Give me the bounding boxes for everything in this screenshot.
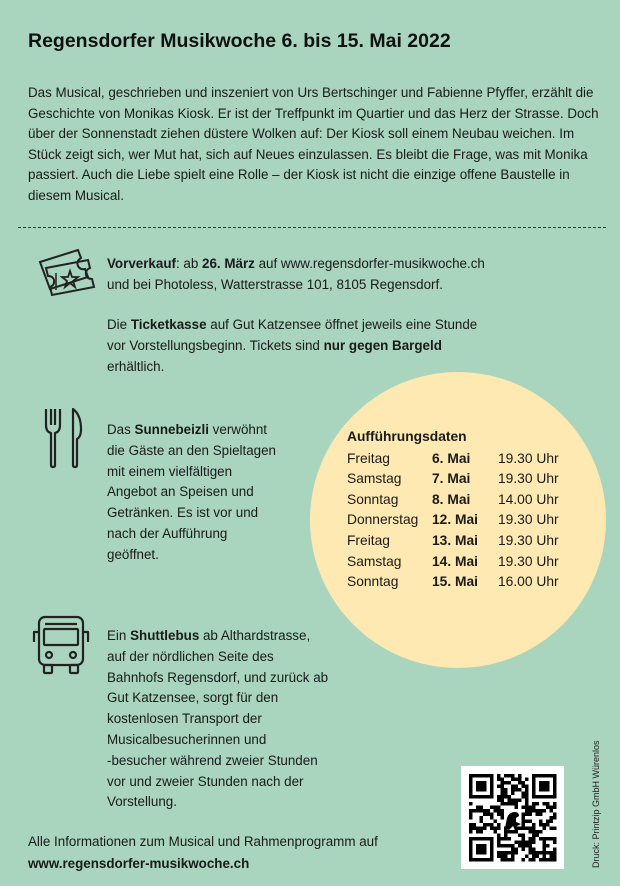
- footer-url[interactable]: www.regensdorfer-musikwoche.ch: [28, 856, 250, 871]
- box-office-text-1: Die: [107, 317, 131, 332]
- date-row: [347, 572, 559, 593]
- presale-text-1: : ab: [175, 256, 203, 271]
- date-row: [347, 531, 559, 552]
- date-row-day: Freitag: [347, 532, 390, 548]
- ticket-icon: [34, 246, 100, 298]
- footer-text: Alle Informationen zum Musical und Rahmenprogramm auf: [28, 834, 378, 849]
- shuttle-line-6: Musicalbesucherinnen und: [107, 731, 267, 747]
- date-row-date: 6. Mai: [432, 450, 471, 466]
- box-office-label: Ticketkasse: [130, 317, 207, 332]
- date-row-date: 8. Mai: [432, 491, 471, 507]
- date-row: [347, 490, 559, 511]
- date-row-time: 19.30 Uhr: [498, 532, 559, 548]
- footer: [28, 831, 378, 875]
- presale-text-3: und bei Photoless, Watterstrasse 101, 8105 Regensdorf.: [107, 276, 443, 292]
- food-line-3: mit einem vielfältigen: [107, 463, 233, 479]
- food-line-5: Getränken. Es ist vor und: [107, 505, 259, 521]
- date-row-date: 14. Mai: [432, 553, 479, 569]
- box-office-info: [107, 315, 477, 377]
- date-row-date: 15. Mai: [432, 574, 479, 590]
- dates-table: [347, 449, 559, 593]
- date-row-day: Sonntag: [347, 491, 399, 507]
- date-row-time: 14.00 Uhr: [498, 491, 559, 507]
- date-row-time: 16.00 Uhr: [498, 574, 559, 590]
- date-row-day: Sonntag: [347, 574, 399, 590]
- performance-dates: [347, 427, 559, 593]
- printer-credit: Druck: Printzip GmbH Würenlos: [591, 740, 601, 868]
- shuttle-line-3: Bahnhofs Regensdorf, und zurück ab: [107, 669, 329, 685]
- presale-text-2: auf www.regensdorfer-musikwoche.ch: [254, 256, 485, 271]
- shuttle-line-4: Gut Katzensee, sorgt für den: [107, 690, 279, 706]
- date-row: [347, 469, 559, 490]
- qr-code-graphic: [461, 766, 564, 869]
- dates-heading: Aufführungsdaten: [347, 429, 467, 444]
- bus-icon: [32, 614, 90, 676]
- cutlery-icon: [43, 407, 85, 469]
- shuttle-text-2: ab Althardstrasse,: [199, 628, 311, 643]
- date-row-date: 7. Mai: [432, 471, 471, 487]
- cash-only: nur gegen Bargeld: [323, 337, 442, 353]
- date-row-time: 19.30 Uhr: [498, 512, 559, 528]
- date-row-day: Donnerstag: [347, 512, 419, 528]
- shuttle-text-1: Ein: [107, 628, 131, 643]
- food-line-4: Angebot an Speisen und: [107, 484, 254, 500]
- box-office-text-3: vor Vorstellungsbeginn. Tickets sind: [107, 337, 324, 353]
- date-row-time: 19.30 Uhr: [498, 553, 559, 569]
- date-row-time: 19.30 Uhr: [498, 450, 559, 466]
- qr-code-icon[interactable]: [461, 766, 564, 869]
- date-row-day: Freitag: [347, 450, 390, 466]
- date-row-date: 12. Mai: [432, 512, 479, 528]
- intro-text: Das Musical, geschrieben und inszeniert von Urs Bertschinger und Fabienne Pfyffer, erzählt die Geschichte von Monikas Kiosk. Er ist der Treffpunkt im Quartier und das Herz der Strasse. Doch über der Sonnenstadt ziehen düstere Wolken auf: Der Kiosk soll einem Neubau weichen. Im Stück zeigt sich, wer Mut hat, sich auf Neues einzulassen. Es bleibt die Frage, was mit Monika passiert. Auch die Liebe spielt eine Rolle – der Kiosk ist nicht die einzige offene Baustelle in diesem Musical.: [28, 85, 599, 203]
- box-office-text-2: auf Gut Katzensee öffnet jeweils eine Stunde: [206, 317, 478, 332]
- date-row-time: 19.30 Uhr: [498, 471, 559, 487]
- food-text-2: verwöhnt: [208, 422, 268, 437]
- dashed-divider: [18, 227, 606, 228]
- date-row: [347, 552, 559, 573]
- shuttle-line-9: Vorstellung.: [107, 794, 177, 810]
- date-row: [347, 449, 559, 470]
- presale-date: 26. März: [202, 256, 255, 271]
- presale-info: [107, 254, 485, 296]
- date-row-day: Samstag: [347, 553, 402, 569]
- page-title: Regensdorfer Musikwoche 6. bis 15. Mai 2022: [28, 30, 451, 52]
- food-line-2: die Gäste an den Spieltagen: [107, 442, 276, 458]
- date-row-day: Samstag: [347, 471, 402, 487]
- food-line-6: nach der Aufführung: [107, 525, 228, 541]
- date-row: [347, 510, 559, 531]
- shuttle-line-8: vor und zweier Stunden nach der: [107, 773, 304, 789]
- shuttle-line-5: kostenlosen Transport der: [107, 711, 262, 727]
- shuttle-line-2: auf der nördlichen Seite des: [107, 648, 274, 664]
- shuttle-info: [107, 626, 328, 813]
- shuttle-label: Shuttlebus: [130, 628, 200, 643]
- shuttle-line-7: -besucher während zweier Stunden: [107, 752, 318, 768]
- food-line-7: geöffnet.: [107, 546, 159, 562]
- food-label: Sunnebeizli: [134, 422, 209, 437]
- date-row-date: 13. Mai: [432, 532, 479, 548]
- box-office-text-4: erhältlich.: [107, 358, 165, 374]
- food-info: [107, 420, 276, 566]
- presale-label: Vorverkauf: [107, 256, 176, 271]
- food-text-1: Das: [107, 422, 135, 437]
